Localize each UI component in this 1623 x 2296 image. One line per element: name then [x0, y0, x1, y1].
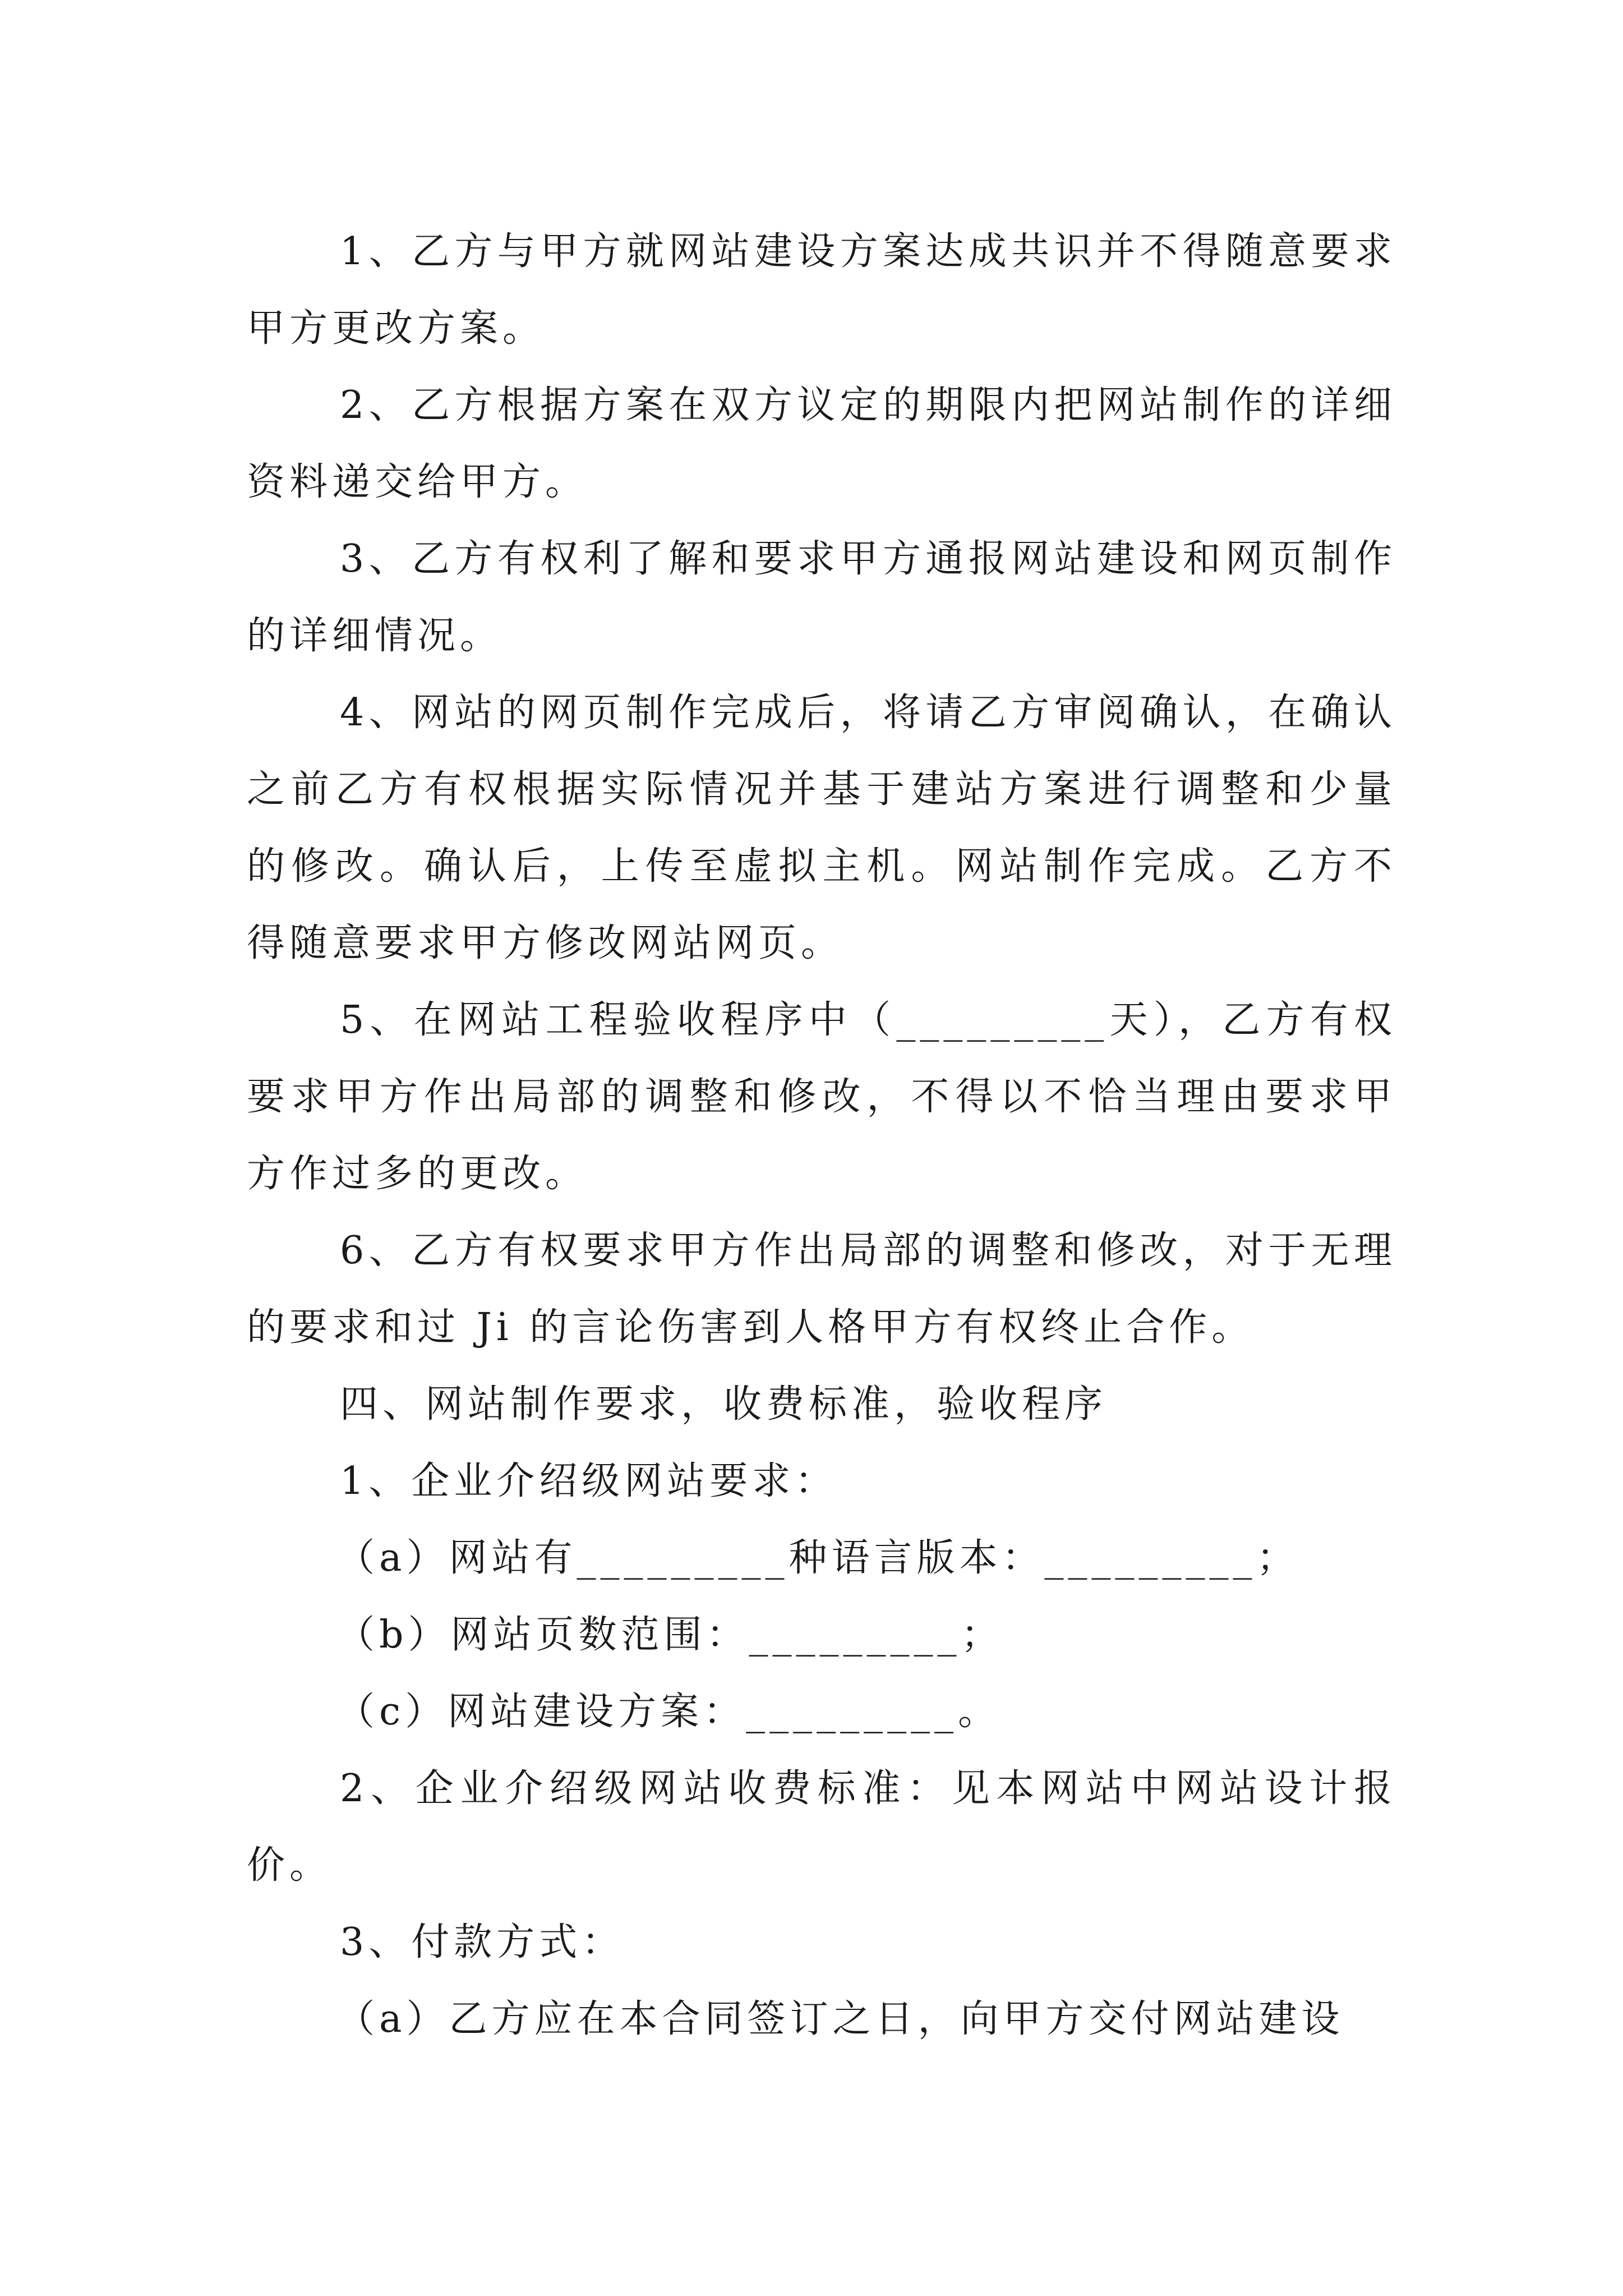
paragraph-5: 5、在网站工程验收程序中（_________天），乙方有权要求甲方作出局部的调整和修改，不得以不恰当理由要求甲方作过多的更改。: [247, 998, 1396, 1196]
paragraph-3: 3、乙方有权利了解和要求甲方通报网站建设和网页制作的详细情况。: [247, 537, 1396, 658]
fee-standard: 2、企业介绍级网站收费标准：见本网站中网站设计报价。: [247, 1766, 1396, 1888]
payment-heading: 3、付款方式：: [340, 1920, 625, 1964]
contract-body: [247, 213, 1396, 2058]
paragraph-6: 6、乙方有权要求甲方作出局部的调整和修改，对于无理的要求和过 Ji 的言论伤害到人格甲方有权终止合作。: [247, 1228, 1396, 1350]
requirement-b: （b）网站页数范围：_________；: [336, 1613, 1004, 1657]
payment-a: （a）乙方应在本合同签订之日，向甲方交付网站建设: [336, 1997, 1344, 2041]
requirement-a: （a）网站有_________种语言版本：_________；: [336, 1536, 1299, 1580]
paragraph-4: 4、网站的网页制作完成后，将请乙方审阅确认，在确认之前乙方有权根据实际情况并基于建站方案进行调整和少量的修改。确认后，上传至虚拟主机。网站制作完成。乙方不得随意要求甲方修改网站网页。: [247, 691, 1396, 965]
paragraph-2: 2、乙方根据方案在双方议定的期限内把网站制作的详细资料递交给甲方。: [247, 383, 1396, 504]
requirement-heading: 1、企业介绍级网站要求：: [340, 1459, 838, 1503]
requirement-c: （c）网站建设方案：_________。: [336, 1690, 1001, 1734]
paragraph-1: 1、乙方与甲方就网站建设方案达成共识并不得随意要求甲方更改方案。: [247, 229, 1396, 351]
section-heading-4: 四、网站制作要求，收费标准，验收程序: [340, 1382, 1108, 1427]
